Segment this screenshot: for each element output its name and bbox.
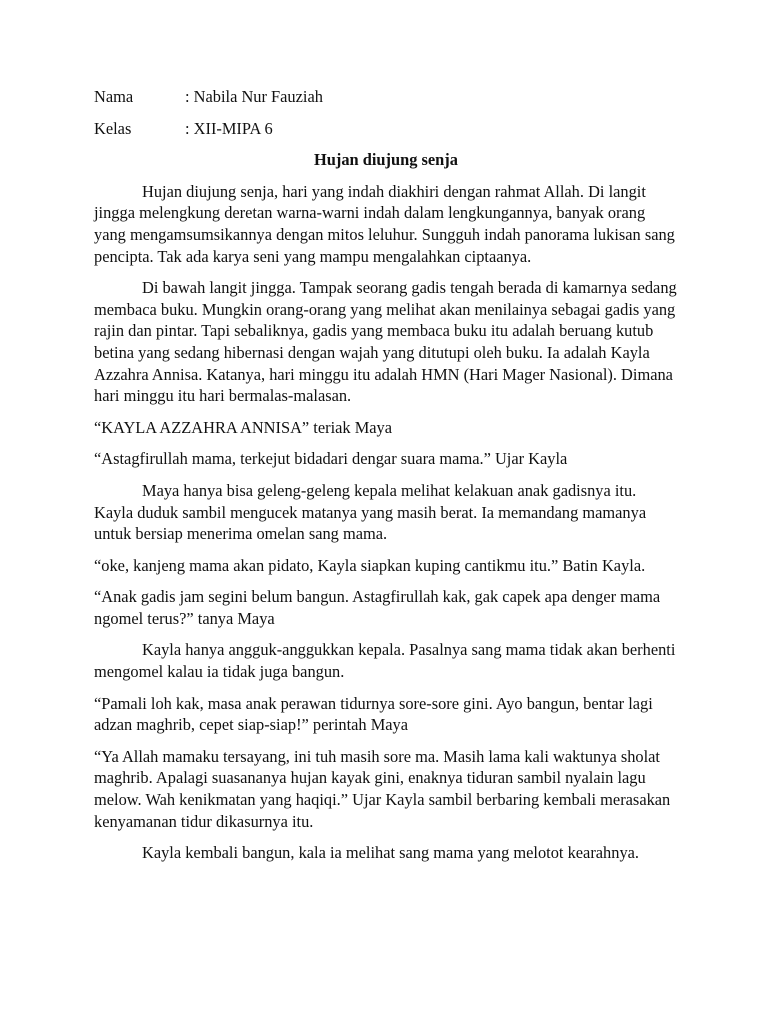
class-row	[94, 118, 678, 140]
dialogue-line: “Pamali loh kak, masa anak perawan tidurnya sore-sore gini. Ayo bangun, bentar lagi adzan maghrib, cepet siap-siap!” perintah Maya	[94, 693, 653, 735]
paragraph: Kayla hanya angguk-anggukkan kepala. Pasalnya sang mama tidak akan berhenti mengomel kalau ia tidak juga bangun.	[94, 640, 676, 682]
name-value: : Nabila Nur Fauziah	[185, 87, 323, 106]
dialogue-line: “Astagfirullah mama, terkejut bidadari dengar suara mama.” Ujar Kayla	[94, 449, 568, 469]
dialogue-line: “Ya Allah mamaku tersayang, ini tuh masih sore ma. Masih lama kali waktunya sholat maghrib. Apalagi suasananya hujan kayak gini, enaknya tiduran sambil nyalain lagu melow. Wah kenikmatan yang haqiqi.” Ujar Kayla sambil berbaring kembali merasakan kenyamanan tidur dikasurnya itu.	[94, 746, 671, 831]
paragraph: Di bawah langit jingga. Tampak seorang gadis tengah berada di kamarnya sedang membaca buku. Mungkin orang-orang yang melihat akan menilainya sebagai gadis yang rajin dan pintar. Tapi sebaliknya, gadis yang membaca buku itu adalah beruang kutub betina yang sedang hibernasi dengan wajah yang ditutupi oleh buku. Ia adalah Kayla Azzahra Annisa. Katanya, hari minggu itu adalah HMN (Hari Mager Nasional). Dimana hari minggu itu hari bermalas-malasan.	[94, 278, 677, 406]
paragraph: Kayla kembali bangun, kala ia melihat sang mama yang melotot kearahnya.	[142, 843, 640, 863]
dialogue-line: “oke, kanjeng mama akan pidato, Kayla siapkan kuping cantikmu itu.” Batin Kayla.	[94, 555, 646, 575]
paragraph: Hujan diujung senja, hari yang indah diakhiri dengan rahmat Allah. Di langit jingga melengkung deretan warna-warni indah dalam lengkungannya, banyak orang yang mengamsumsikannya dengan mitos leluhur. Sungguh indah panorama lukisan sang pencipta. Tak ada karya seni yang mampu mengalahkan ciptaanya.	[94, 181, 675, 266]
class-label: Kelas	[94, 118, 132, 138]
story-title: Hujan diujung senja	[314, 150, 458, 170]
document-body	[94, 86, 678, 874]
paragraph: Maya hanya bisa geleng-geleng kepala melihat kelakuan anak gadisnya itu. Kayla duduk sambil mengucek matanya yang masih berat. Ia memandang mamanya untuk bersiap menerima omelan sang mama.	[94, 480, 647, 544]
name-row	[94, 86, 678, 108]
name-label: Nama	[94, 87, 134, 106]
dialogue-line: “KAYLA AZZAHRA ANNISA” teriak Maya	[94, 417, 393, 437]
dialogue-line: “Anak gadis jam segini belum bangun. Astagfirullah kak, gak capek apa denger mama ngomel terus?” tanya Maya	[94, 587, 661, 628]
class-value: : XII-MIPA 6	[185, 118, 273, 138]
